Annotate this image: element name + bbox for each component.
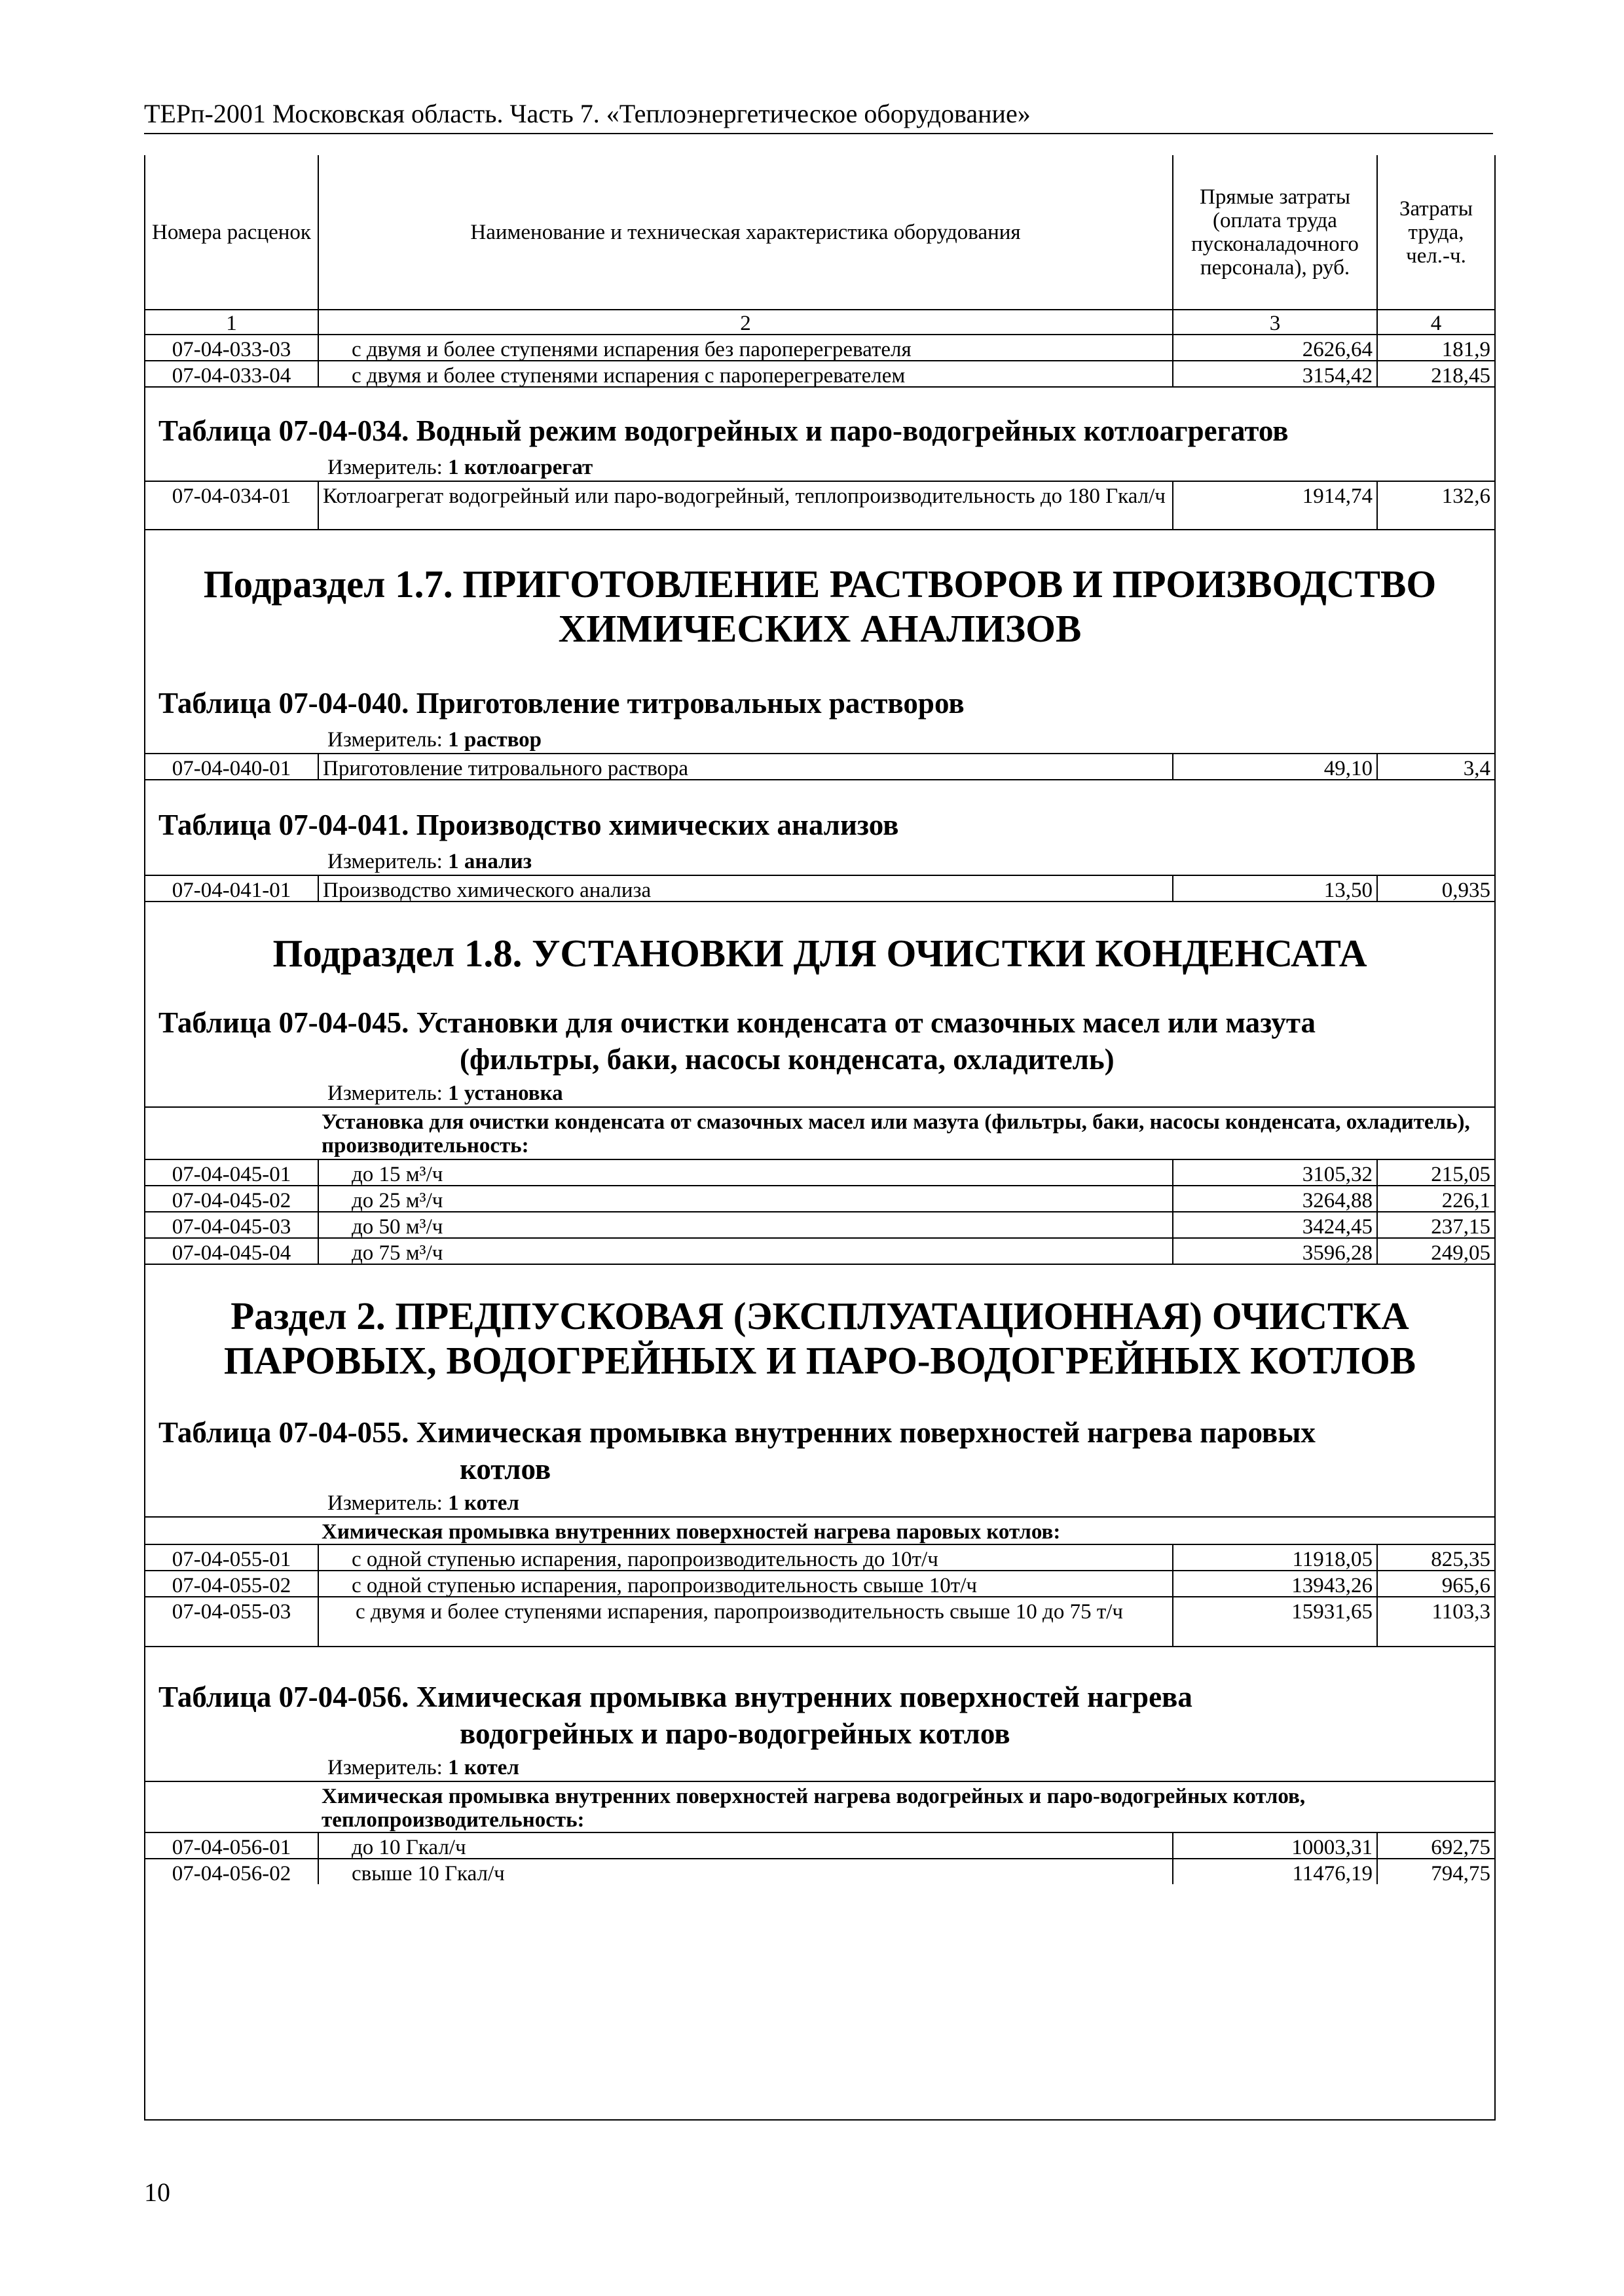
unit-label: Измеритель:: [327, 456, 443, 479]
rate-name: с двумя и более ступенями испарения без пароперегревателя: [318, 335, 1172, 360]
group-heading: Химическая промывка внутренних поверхностей нагрева паровых котлов:: [322, 1520, 1061, 1544]
rate-name: с двумя и более ступенями испарения с пароперегревателем: [318, 361, 1172, 386]
unit-value: 1 котел: [448, 1491, 519, 1515]
unit-label: Измеритель:: [327, 1491, 443, 1515]
rate-code: 07-04-040-01: [172, 757, 291, 780]
table-row: [145, 1159, 1494, 1185]
rate-labor: 215,05: [1376, 1160, 1494, 1185]
rate-cost: 1914,74: [1172, 482, 1376, 529]
subsection-1-7-title: Подраздел 1.7. ПРИГОТОВЛЕНИЕ РАСТВОРОВ И ПРОИЗВОДСТВО ХИМИЧЕСКИХ АНАЛИЗОВ: [203, 562, 1437, 650]
rate-cost: 11918,05: [1172, 1545, 1376, 1570]
unit-value: 1 анализ: [448, 850, 532, 873]
table-row: [145, 1544, 1494, 1570]
header-rule: [144, 133, 1493, 134]
table-row: [145, 1237, 1494, 1265]
table-055-unit: [145, 1487, 1494, 1516]
unit-label: Измеритель:: [327, 1082, 443, 1105]
rate-cost: 3596,28: [1172, 1239, 1376, 1264]
rate-cost: 49,10: [1172, 754, 1376, 779]
rate-code: 07-04-034-01: [172, 484, 291, 508]
table-row: [145, 1596, 1494, 1647]
column-header-code: Номера расценок: [152, 220, 311, 244]
rate-name: Котлоагрегат водогрейный или паро-водогрейный, теплопроизводительность до 180 Гкал/ч: [318, 482, 1172, 529]
table-row: [145, 875, 1494, 902]
subsection-1-8-title: Подраздел 1.8. УСТАНОВКИ ДЛЯ ОЧИСТКИ КОНДЕНСАТА: [272, 932, 1367, 975]
table-045-title: Таблица 07-04-045. Установки для очистки конденсата от смазочных масел или мазута (фильтры, баки, насосы конденсата, охладитель): [158, 1006, 1316, 1076]
unit-value: 1 котел: [448, 1756, 519, 1779]
table-040-title: Таблица 07-04-040. Приготовление титровальных растворов: [158, 687, 965, 720]
table-group-row: [145, 1516, 1494, 1544]
rate-code: 07-04-041-01: [172, 879, 291, 902]
column-number: 3: [1172, 310, 1376, 334]
rate-labor: 181,9: [1376, 335, 1494, 360]
rate-labor: 1103,3: [1376, 1597, 1494, 1646]
group-heading: Химическая промывка внутренних поверхностей нагрева водогрейных и паро-водогрейных котлов, теплопроизводительность:: [322, 1785, 1306, 1832]
rates-document: [144, 155, 1496, 2121]
rate-name: до 75 м³/ч: [318, 1239, 1172, 1264]
unit-value: 1 раствор: [448, 728, 542, 752]
section-2-title: Раздел 2. ПРЕДПУСКОВАЯ (ЭКСПЛУАТАЦИОННАЯ) ОЧИСТКА ПАРОВЫХ, ВОДОГРЕЙНЫХ И ПАРО-ВОДОГРЕЙНЫХ КОТЛОВ: [223, 1294, 1416, 1382]
rate-code: 07-04-045-03: [172, 1215, 291, 1239]
rate-labor: 0,935: [1376, 876, 1494, 901]
table-034-title: Таблица 07-04-034. Водный режим водогрейных и паро-водогрейных котлоагрегатов: [158, 414, 1289, 447]
table-041-unit: [145, 843, 1494, 875]
rate-labor: 692,75: [1376, 1833, 1494, 1858]
table-row: [145, 1570, 1494, 1596]
table-row: [145, 334, 1494, 360]
table-row: [145, 481, 1494, 530]
column-number: 4: [1376, 310, 1494, 334]
page-header: ТЕРп-2001 Московская область. Часть 7. «Теплоэнергетическое оборудование»: [144, 99, 1031, 128]
rate-cost: 13,50: [1172, 876, 1376, 901]
rate-cost: 15931,65: [1172, 1597, 1376, 1646]
rate-code: 07-04-033-03: [172, 338, 291, 361]
rate-code: 07-04-045-01: [172, 1163, 291, 1186]
rate-code: 07-04-056-01: [172, 1836, 291, 1859]
table-034-unit: [145, 449, 1494, 481]
rate-code: 07-04-055-01: [172, 1548, 291, 1571]
table-group-row: [145, 1106, 1494, 1159]
rate-cost: 11476,19: [1172, 1859, 1376, 1884]
rate-labor: 3,4: [1376, 754, 1494, 779]
rate-labor: 218,45: [1376, 361, 1494, 386]
table-045-unit: [145, 1078, 1494, 1106]
rate-name: до 50 м³/ч: [318, 1212, 1172, 1237]
rate-name: до 15 м³/ч: [318, 1160, 1172, 1185]
rate-name: с двумя и более ступенями испарения, паропроизводительность свыше 10 до 75 т/ч: [318, 1597, 1172, 1646]
unit-label: Измеритель:: [327, 728, 443, 752]
table-040-unit: [145, 721, 1494, 753]
rate-labor: 825,35: [1376, 1545, 1494, 1570]
rate-name: Приготовление титровального раствора: [318, 754, 1172, 779]
rate-code: 07-04-033-04: [172, 364, 291, 388]
rate-labor: 226,1: [1376, 1186, 1494, 1211]
column-header-row: [145, 155, 1494, 309]
rate-code: 07-04-045-02: [172, 1189, 291, 1212]
column-header-name: Наименование и техническая характеристика оборудования: [318, 155, 1172, 309]
rate-name: до 25 м³/ч: [318, 1186, 1172, 1211]
rate-cost: 13943,26: [1172, 1571, 1376, 1596]
table-row: [145, 753, 1494, 780]
table-group-row: [145, 1781, 1494, 1832]
rate-name: с одной ступенью испарения, паропроизводительность свыше 10т/ч: [318, 1571, 1172, 1596]
table-row: [145, 1211, 1494, 1237]
table-row: [145, 1185, 1494, 1211]
rate-cost: 10003,31: [1172, 1833, 1376, 1858]
rate-cost: 3105,32: [1172, 1160, 1376, 1185]
unit-value: 1 установка: [448, 1082, 563, 1105]
rate-labor: 794,75: [1376, 1859, 1494, 1884]
rate-labor: 237,15: [1376, 1212, 1494, 1237]
column-header-cost: Прямые затраты (оплата труда пусконаладочного персонала), руб.: [1172, 155, 1376, 309]
table-055-title: Таблица 07-04-055. Химическая промывка внутренних поверхностей нагрева паровых котлов: [158, 1416, 1316, 1485]
unit-value: 1 котлоагрегат: [448, 456, 593, 479]
column-number: 1: [226, 312, 237, 335]
rate-name: с одной ступенью испарения, паропроизводительность до 10т/ч: [318, 1545, 1172, 1570]
rate-code: 07-04-055-03: [172, 1600, 291, 1624]
rate-labor: 249,05: [1376, 1239, 1494, 1264]
column-header-labor: Затраты труда, чел.-ч.: [1376, 155, 1494, 309]
table-row: [145, 1832, 1494, 1858]
rate-name: свыше 10 Гкал/ч: [318, 1859, 1172, 1884]
unit-label: Измеритель:: [327, 850, 443, 873]
column-number: 2: [318, 310, 1172, 334]
rate-name: до 10 Гкал/ч: [318, 1833, 1172, 1858]
rate-cost: 3264,88: [1172, 1186, 1376, 1211]
rate-labor: 965,6: [1376, 1571, 1494, 1596]
column-number-row: [145, 309, 1494, 334]
rate-code: 07-04-055-02: [172, 1574, 291, 1597]
table-056-title: Таблица 07-04-056. Химическая промывка внутренних поверхностей нагрева водогрейных и паро-водогрейных котлов: [158, 1681, 1192, 1750]
page-number: 10: [144, 2178, 170, 2207]
table-041-title: Таблица 07-04-041. Производство химических анализов: [158, 809, 899, 841]
group-heading: Установка для очистки конденсата от смазочных масел или мазута (фильтры, баки, насосы конденсата, охладитель), производительность:: [322, 1110, 1470, 1157]
table-row: [145, 1858, 1494, 1884]
table-056-unit: [145, 1752, 1494, 1781]
rate-cost: 3424,45: [1172, 1212, 1376, 1237]
rate-name: Производство химического анализа: [318, 876, 1172, 901]
rate-code: 07-04-045-04: [172, 1241, 291, 1265]
rate-cost: 2626,64: [1172, 335, 1376, 360]
rate-cost: 3154,42: [1172, 361, 1376, 386]
rate-labor: 132,6: [1376, 482, 1494, 529]
unit-label: Измеритель:: [327, 1756, 443, 1779]
table-row: [145, 360, 1494, 388]
rate-code: 07-04-056-02: [172, 1862, 291, 1886]
